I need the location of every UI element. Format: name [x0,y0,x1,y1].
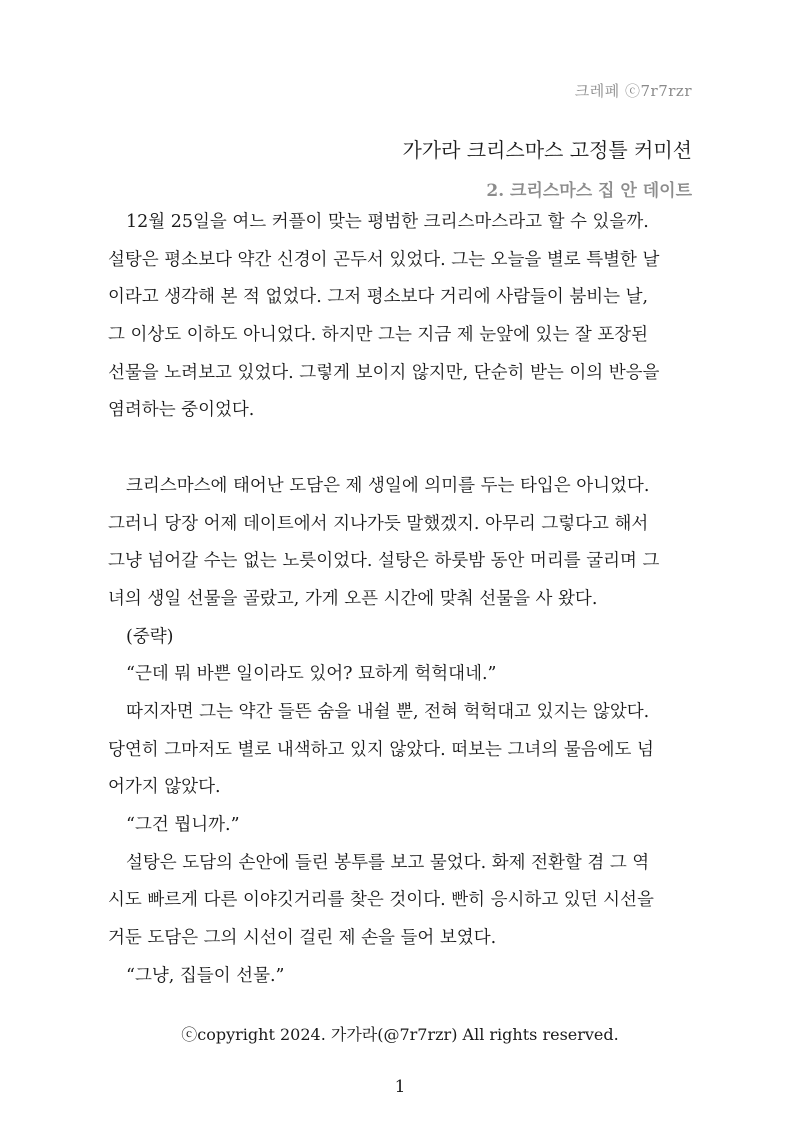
paragraph [108,694,692,807]
text-line: 염려하는 중이었다. [108,400,255,421]
document-title: 가가라 크리스마스 고정틀 커미션 [402,138,692,162]
text-line: 거둔 도담은 그의 시선이 걸린 제 손을 들어 보였다. [108,928,497,949]
text-line: 그 이상도 이하도 아니었다. 하지만 그는 지금 제 눈앞에 있는 잘 포장된 [108,325,649,346]
header-credit: 크레페 ⓒ7r7rzr [574,82,692,100]
text-line: 설탕은 평소보다 약간 신경이 곤두서 있었다. 그는 오늘을 별로 특별한 날 [108,249,660,270]
omission-marker: (중략) [126,626,174,647]
text-line: 어가지 않았다. [108,777,221,798]
footer-copyright: ⓒcopyright 2024. 가가라(@7r7rzr) All rights reserved. [181,1025,619,1044]
text-line: 그냥 넘어갈 수는 없는 노릇이었다. 설탕은 하룻밤 동안 머리를 굴리며 그 [108,551,660,572]
dialogue-line: “그건 뭡니까.” [126,815,240,835]
paragraph [108,468,692,619]
page-number: 1 [394,1077,406,1097]
paragraph [108,845,692,958]
dialogue-line: “근데 뭐 바쁜 일이라도 있어? 묘하게 헉헉대네.” [126,664,497,685]
text-line: 시도 빠르게 다른 이야깃거리를 찾은 것이다. 빤히 응시하고 있던 시선을 [108,890,654,911]
paragraph-gap [108,430,692,468]
text-line: 녀의 생일 선물을 골랐고, 가게 오픈 시간에 맞춰 선물을 사 왔다. [108,588,598,609]
paragraph [108,204,692,430]
text-line: 선물을 노려보고 있었다. 그렇게 보이지 않지만, 단순히 받는 이의 반응을 [108,362,660,383]
text-line: 크리스마스에 태어난 도담은 제 생일에 의미를 두는 타입은 아니었다. [126,475,650,496]
body-text [108,204,692,995]
text-line: 따지자면 그는 약간 들뜬 숨을 내쉴 뿐, 전혀 헉헉대고 있지는 않았다. [126,701,650,722]
dialogue-line: “그냥, 집들이 선물.” [126,965,285,986]
text-line: 그러니 당장 어제 데이트에서 지나가듯 말했겠지. 아무리 그렇다고 해서 [108,513,649,534]
text-line: 설탕은 도담의 손안에 들린 봉투를 보고 물었다. 화제 전환할 겸 그 역 [126,852,650,873]
text-line: 이라고 생각해 본 적 없었다. 그저 평소보다 거리에 사람들이 붐비는 날, [108,287,649,308]
text-line: 12월 25일을 여느 커플이 맞는 평범한 크리스마스라고 할 수 있을까. [126,212,649,232]
document-subtitle: 2. 크리스마스 집 안 데이트 [486,181,692,201]
text-line: 당연히 그마저도 별로 내색하고 있지 않았다. 떠보는 그녀의 물음에도 넘 [108,739,654,760]
